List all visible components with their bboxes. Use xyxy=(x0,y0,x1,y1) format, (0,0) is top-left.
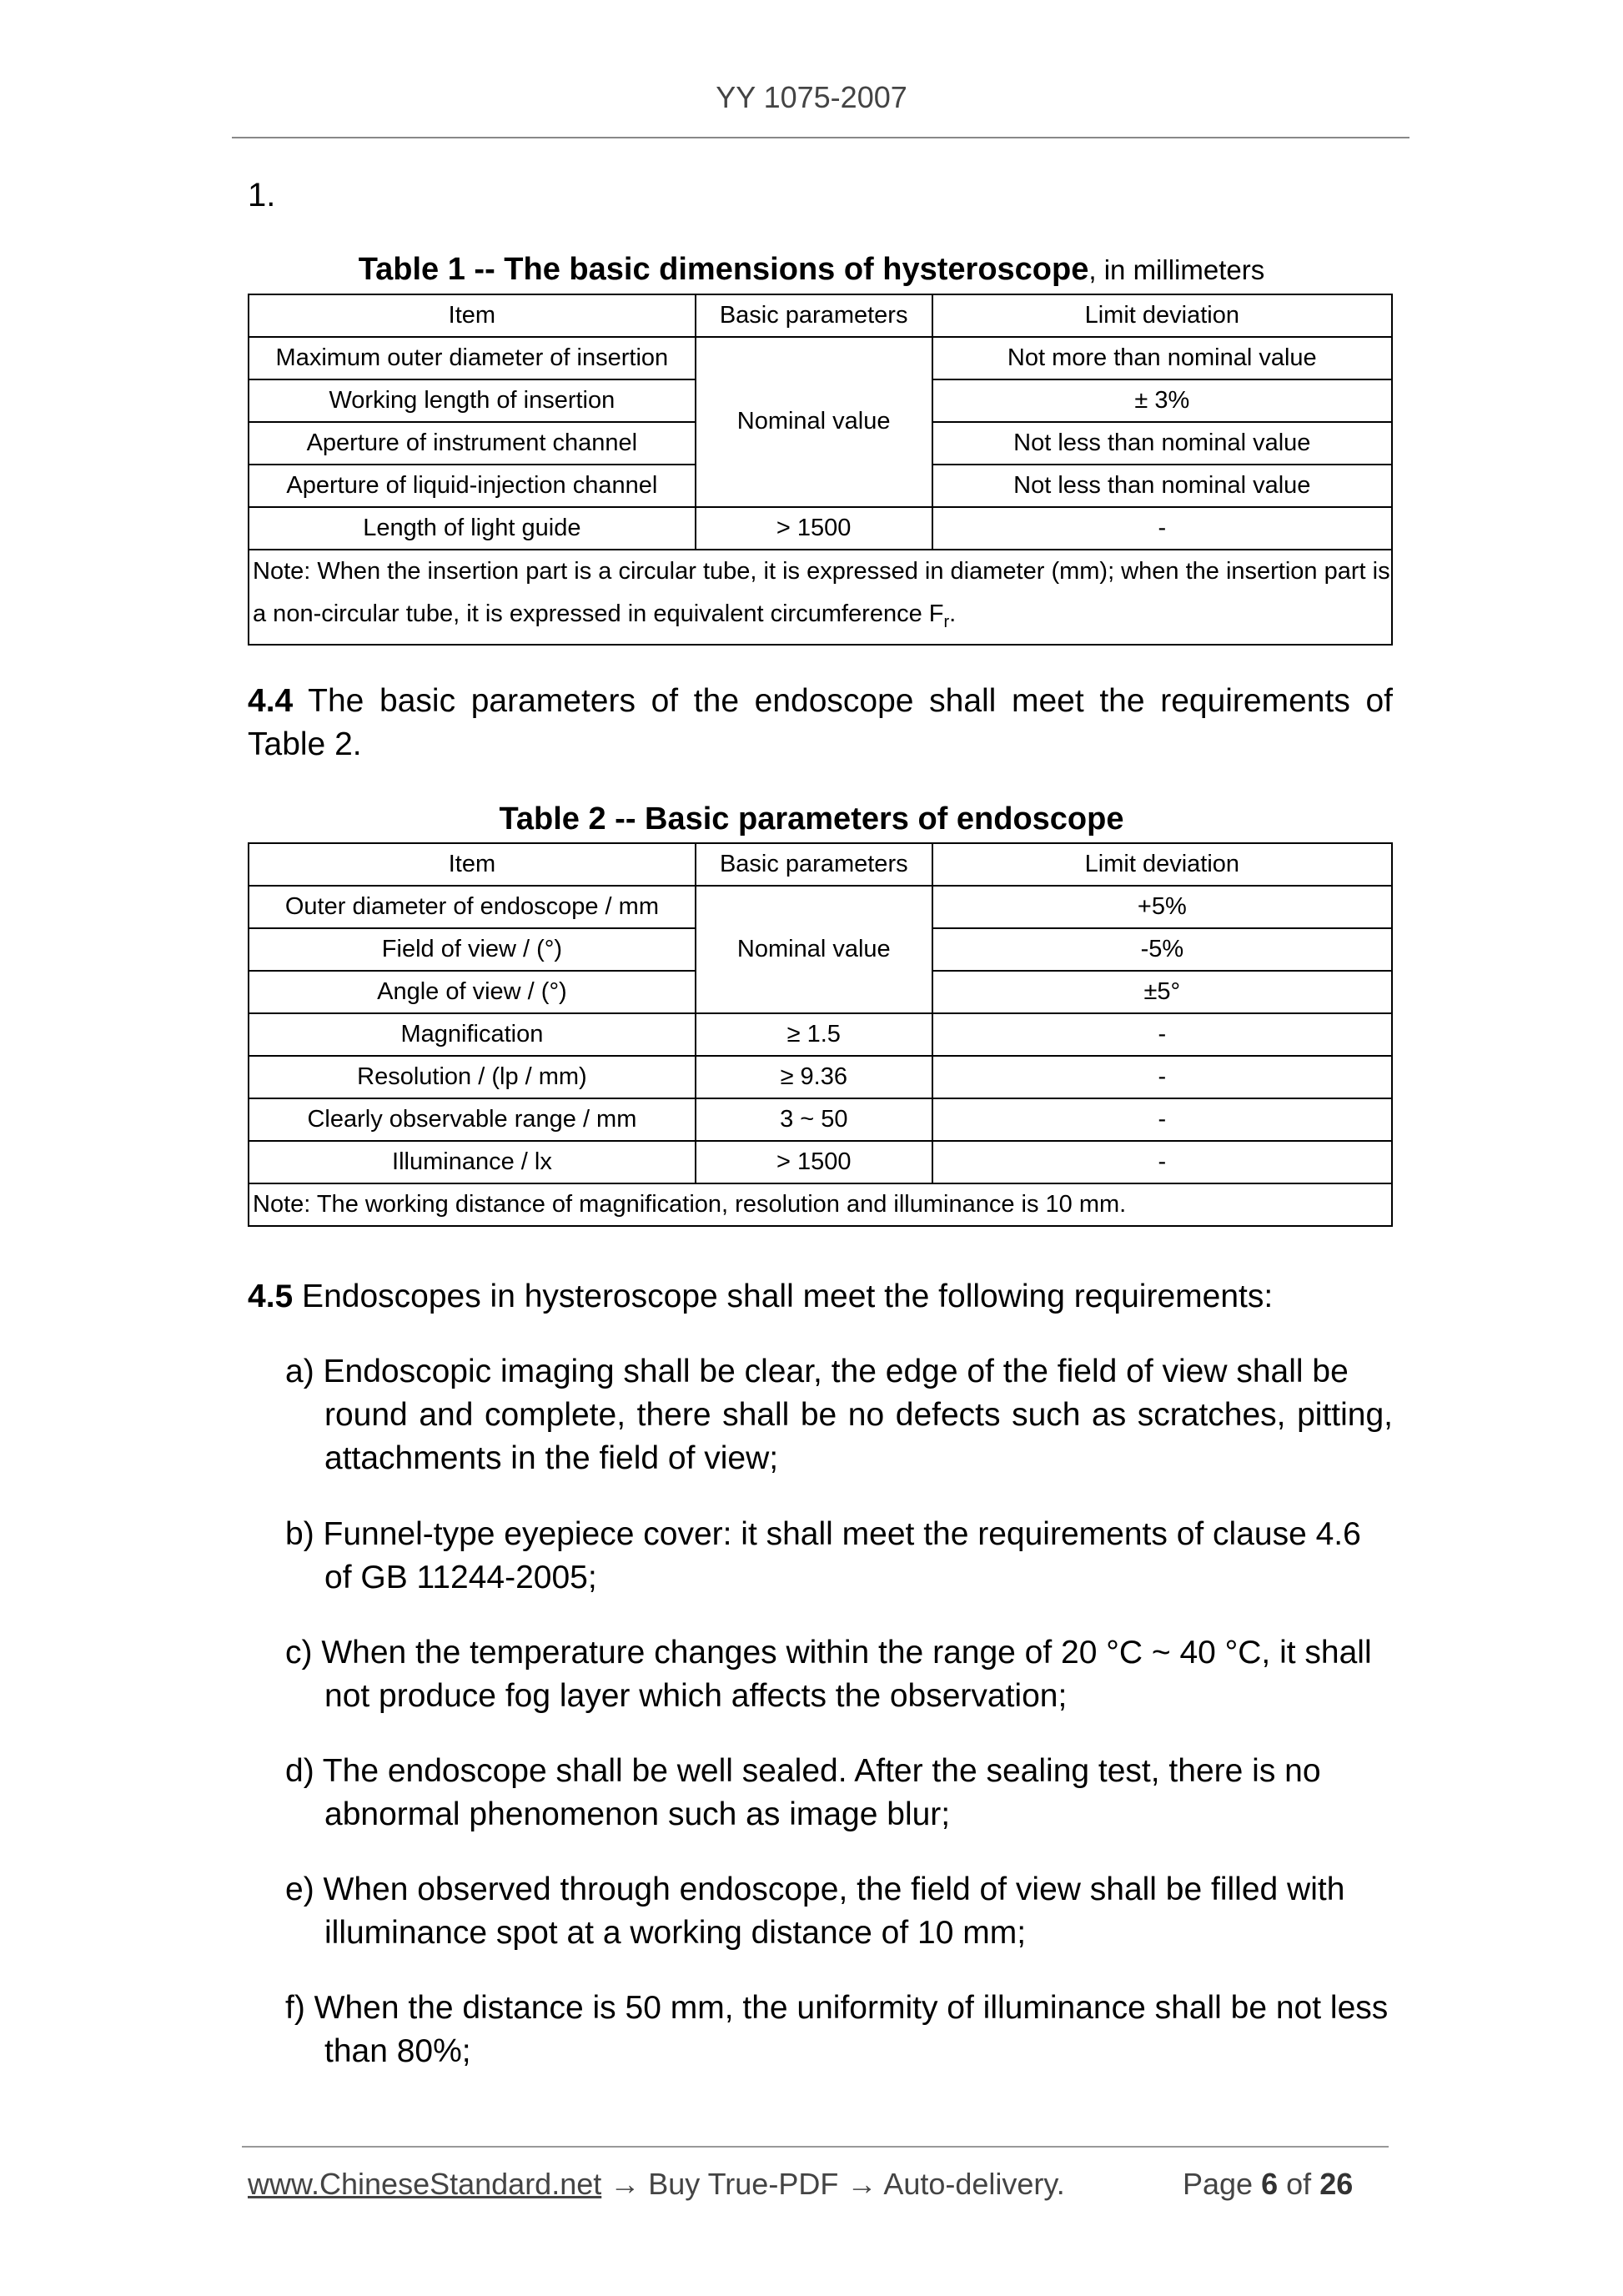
table-header-row xyxy=(249,294,1392,337)
table1-unit: , in millimeters xyxy=(1088,254,1265,285)
requirement-c xyxy=(285,1631,1393,1718)
current-page: 6 xyxy=(1261,2167,1279,2201)
requirement-first-line: a) Endoscopic imaging shall be clear, the edge of the field of view shall be xyxy=(285,1354,1349,1389)
table2-caption xyxy=(0,801,1623,837)
table1-title: Table 1 -- The basic dimensions of hysteroscope xyxy=(358,252,1089,287)
table-note-row xyxy=(249,1183,1392,1226)
requirement-continuation: illuminance spot at a working distance of 10 mm; xyxy=(324,1915,1027,1951)
cell-deviation: +5% xyxy=(932,886,1392,928)
header-basic-parameters: Basic parameters xyxy=(696,294,932,337)
cell-nominal-value: Nominal value xyxy=(696,886,932,1013)
clause-number: 4.5 xyxy=(248,1279,294,1314)
requirement-a xyxy=(285,1350,1393,1480)
requirement-continuation: round and complete, there shall be no defects such as scratches, pitting, attachments in the field of view; xyxy=(324,1397,1393,1476)
table-row xyxy=(249,1141,1392,1183)
clause-text: Endoscopes in hysteroscope shall meet the following requirements: xyxy=(293,1279,1274,1314)
cell-deviation: - xyxy=(932,1141,1392,1183)
clause-number: 4.4 xyxy=(248,683,294,719)
website-link[interactable]: www.ChineseStandard.net xyxy=(248,2167,602,2201)
table-row xyxy=(249,1056,1392,1098)
clause-4-4 xyxy=(248,680,1393,766)
requirement-continuation: abnormal phenomenon such as image blur; xyxy=(324,1796,951,1832)
header-basic-parameters: Basic parameters xyxy=(696,843,932,886)
requirement-first-line: e) When observed through endoscope, the field of view shall be filled with xyxy=(285,1871,1345,1907)
cell-nominal-value: Nominal value xyxy=(696,337,932,507)
page-label: Page xyxy=(1183,2167,1254,2201)
cell-item: Angle of view / (°) xyxy=(249,971,696,1013)
requirement-b xyxy=(285,1513,1393,1600)
header-divider xyxy=(232,137,1409,138)
table-row xyxy=(249,886,1392,928)
table1-caption xyxy=(0,252,1623,288)
cell-deviation: -5% xyxy=(932,928,1392,971)
header-item: Item xyxy=(249,843,696,886)
cell-item: Resolution / (lp / mm) xyxy=(249,1056,696,1098)
cell-item: Working length of insertion xyxy=(249,379,696,422)
table-row xyxy=(249,337,1392,379)
cell-param: > 1500 xyxy=(696,1141,932,1183)
requirement-continuation: of GB 11244-2005; xyxy=(324,1560,597,1595)
table-note-row xyxy=(249,550,1392,645)
requirement-f xyxy=(285,1987,1393,2073)
cell-item: Maximum outer diameter of insertion xyxy=(249,337,696,379)
table2-basic-parameters xyxy=(248,842,1393,1227)
cell-item: Outer diameter of endoscope / mm xyxy=(249,886,696,928)
cell-deviation: ±5° xyxy=(932,971,1392,1013)
cell-item: Illuminance / lx xyxy=(249,1141,696,1183)
note-text: Note: When the insertion part is a circular tube, it is expressed in diameter (mm); when the insertion part is a non-circular tube, it is expressed in equivalent circumference F xyxy=(253,558,1390,627)
requirement-continuation: not produce fog layer which affects the observation; xyxy=(324,1678,1068,1714)
table-header-row xyxy=(249,843,1392,886)
table-row xyxy=(249,507,1392,550)
header-limit-deviation: Limit deviation xyxy=(932,294,1392,337)
requirement-first-line: c) When the temperature changes within the range of 20 °C ~ 40 °C, it shall xyxy=(285,1635,1372,1671)
cell-deviation: - xyxy=(932,1056,1392,1098)
cell-item: Magnification xyxy=(249,1013,696,1056)
cell-deviation: Not less than nominal value xyxy=(932,465,1392,507)
header-item: Item xyxy=(249,294,696,337)
table-row xyxy=(249,1013,1392,1056)
cell-item: Aperture of liquid-injection channel xyxy=(249,465,696,507)
cell-param: ≥ 1.5 xyxy=(696,1013,932,1056)
cell-item: Length of light guide xyxy=(249,507,696,550)
document-id-header: YY 1075-2007 xyxy=(716,80,907,114)
cell-deviation: - xyxy=(932,507,1392,550)
note-end: . xyxy=(949,600,957,627)
cell-item: Field of view / (°) xyxy=(249,928,696,971)
footer-divider xyxy=(242,2146,1389,2148)
requirement-continuation: than 80%; xyxy=(324,2033,471,2069)
table2-note: Note: The working distance of magnification, resolution and illuminance is 10 mm. xyxy=(249,1183,1392,1226)
of-label: of xyxy=(1286,2167,1312,2201)
table1-note xyxy=(249,550,1392,645)
cell-param: 3 ~ 50 xyxy=(696,1098,932,1141)
header-limit-deviation: Limit deviation xyxy=(932,843,1392,886)
cell-param: > 1500 xyxy=(696,507,932,550)
requirement-first-line: f) When the distance is 50 mm, the uniformity of illuminance shall be not less xyxy=(285,1990,1389,2026)
requirement-e xyxy=(285,1868,1393,1955)
cell-item: Clearly observable range / mm xyxy=(249,1098,696,1141)
note-subscript: r xyxy=(943,612,950,631)
table2-title: Table 2 -- Basic parameters of endoscope xyxy=(499,801,1124,837)
clause-4-5 xyxy=(248,1275,1393,1319)
promo-text: → Buy True-PDF → Auto-delivery. xyxy=(601,2167,1065,2201)
clause-text: The basic parameters of the endoscope shall meet the requirements of Table 2. xyxy=(248,683,1393,762)
cell-item: Aperture of instrument channel xyxy=(249,422,696,465)
total-pages: 26 xyxy=(1319,2167,1354,2201)
requirement-d xyxy=(285,1750,1393,1836)
cell-deviation: - xyxy=(932,1013,1392,1056)
requirement-first-line: d) The endoscope shall be well sealed. After the sealing test, there is no xyxy=(285,1753,1321,1789)
list-number: 1. xyxy=(248,177,276,214)
table1-basic-dimensions xyxy=(248,294,1393,646)
cell-param: ≥ 9.36 xyxy=(696,1056,932,1098)
cell-deviation: Not more than nominal value xyxy=(932,337,1392,379)
footer-promo xyxy=(248,2167,1065,2202)
cell-deviation: Not less than nominal value xyxy=(932,422,1392,465)
cell-deviation: - xyxy=(932,1098,1392,1141)
requirement-first-line: b) Funnel-type eyepiece cover: it shall meet the requirements of clause 4.6 xyxy=(285,1516,1361,1552)
cell-deviation: ± 3% xyxy=(932,379,1392,422)
page-number xyxy=(1183,2167,1353,2202)
table-row xyxy=(249,1098,1392,1141)
